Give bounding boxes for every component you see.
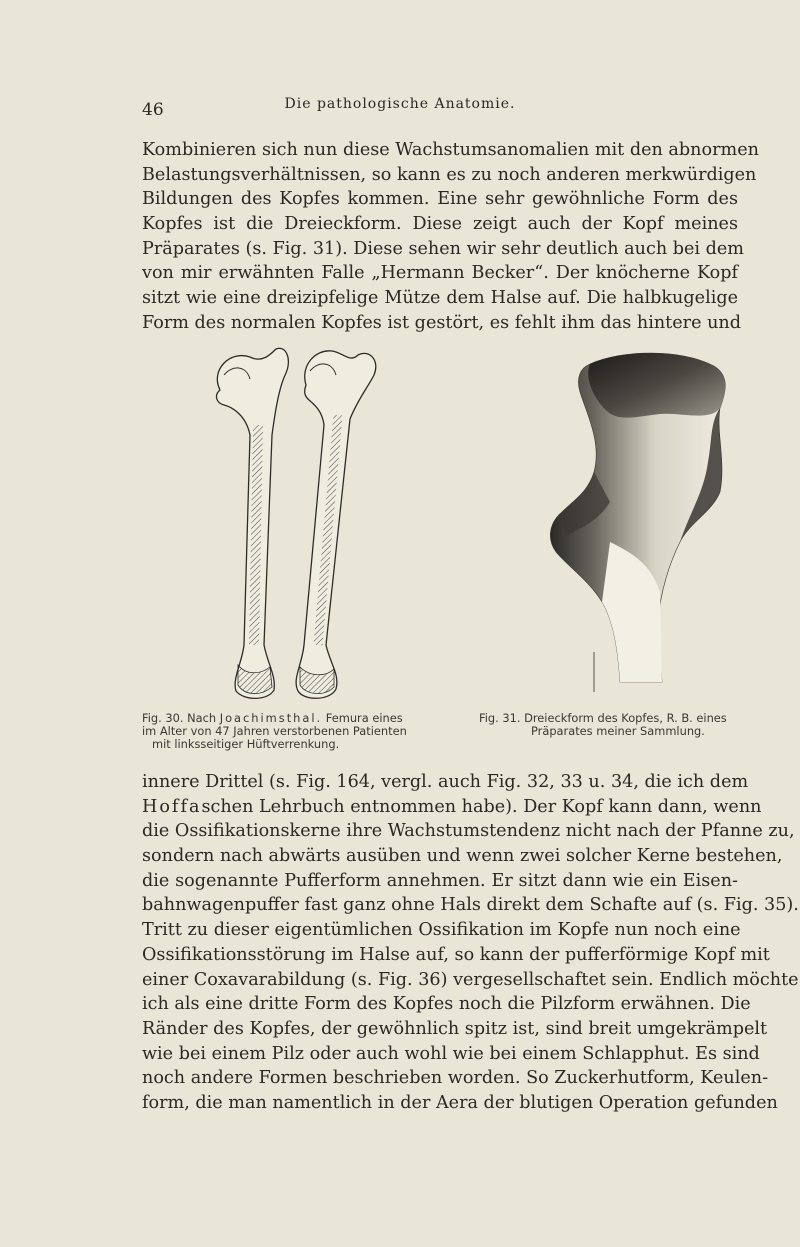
caption-fig30: [142, 712, 407, 751]
caption-line: mit linksseitiger Hüftverrenkung.: [152, 737, 340, 751]
text-line: innere Drittel (s. Fig. 164, vergl. auch Fig. 32, 33 u. 34, die ich dem: [142, 772, 749, 792]
text-line: Ränder des Kopfes, der gewöhnlich spitz ist, sind breit umgekrämpelt: [142, 1018, 768, 1039]
text-line: bahnwagenpuffer fast ganz ohne Hals direkt dem Schafte auf (s. Fig. 35).: [142, 895, 799, 916]
text-line: Ossifikationsstörung im Halse auf, so kann der pufferförmige Kopf mit: [142, 944, 770, 965]
text-line: die sogenannte Pufferform annehmen. Er sitzt dann wie ein Eisen-: [142, 870, 738, 891]
specimen-photo-fig31: [490, 352, 760, 702]
caption-author: Joachimsthal.: [219, 711, 323, 725]
caption-word: Nach: [187, 711, 217, 725]
text-line: sondern nach abwärts ausüben und wenn zwei solcher Kerne bestehen,: [142, 846, 783, 867]
paragraph-bottom: [142, 770, 799, 1116]
text-line: ich als eine dritte Form des Kopfes noch die Pilzform erwähnen. Die: [142, 994, 751, 1015]
caption-line: Fig. 31. Dreieckform des Kopfes, R. B. eines: [479, 711, 727, 725]
paragraph-top: [142, 138, 759, 336]
text-line: form, die man namentlich in der Aera der blutigen Operation gefunden: [142, 1092, 778, 1113]
author-name: Hoffa: [142, 796, 202, 817]
page-number: 46: [142, 100, 164, 120]
running-title: Die pathologische Anatomie.: [284, 96, 516, 112]
text-line: einer Coxavarabildung (s. Fig. 36) vergesellschaftet sein. Endlich möchte: [142, 969, 799, 990]
text-line: Kopfes ist die Dreieckform. Diese zeigt auch der Kopf meines: [142, 214, 738, 235]
caption-line: im Alter von 47 Jahren verstorbenen Patienten: [142, 724, 407, 738]
caption-label: Fig. 30.: [142, 711, 184, 725]
caption-text: Femura eines: [325, 711, 403, 725]
text-line: noch andere Formen beschrieben worden. So Zuckerhutform, Keulen-: [142, 1068, 769, 1089]
text-line: Hoffaschen Lehrbuch entnommen habe). Der Kopf kann dann, wenn: [142, 796, 762, 817]
text-line: Form des normalen Kopfes ist gestört, es fehlt ihm das hintere und: [142, 312, 742, 333]
text-line: sitzt wie eine dreizipfelige Mütze dem Halse auf. Die halbkugelige: [142, 288, 738, 309]
text-line: von mir erwähnten Falle „Hermann Becker“. Der knöcherne Kopf: [142, 263, 738, 284]
text-line: Belastungsverhältnissen, so kann es zu noch anderen merkwürdigen: [142, 164, 757, 185]
text-line: Tritt zu dieser eigentümlichen Ossifikation im Kopfe nun noch eine: [142, 920, 741, 941]
text-line: die Ossifikationskerne ihre Wachstumstendenz nicht nach der Pfanne zu,: [142, 821, 795, 842]
caption-fig31: [479, 712, 727, 738]
femur-drawing-fig30: [180, 345, 410, 705]
text-line: Präparates (s. Fig. 31). Diese sehen wir sehr deutlich auch bei dem: [142, 238, 744, 259]
text-line: Bildungen des Kopfes kommen. Eine sehr gewöhnliche Form des: [142, 189, 738, 210]
caption-line: Präparates meiner Sammlung.: [531, 724, 705, 738]
text-line: wie bei einem Pilz oder auch wohl wie bei einem Schlapphut. Es sind: [142, 1043, 760, 1064]
text-line: Kombinieren sich nun diese Wachstumsanomalien mit den abnormen: [142, 140, 759, 160]
